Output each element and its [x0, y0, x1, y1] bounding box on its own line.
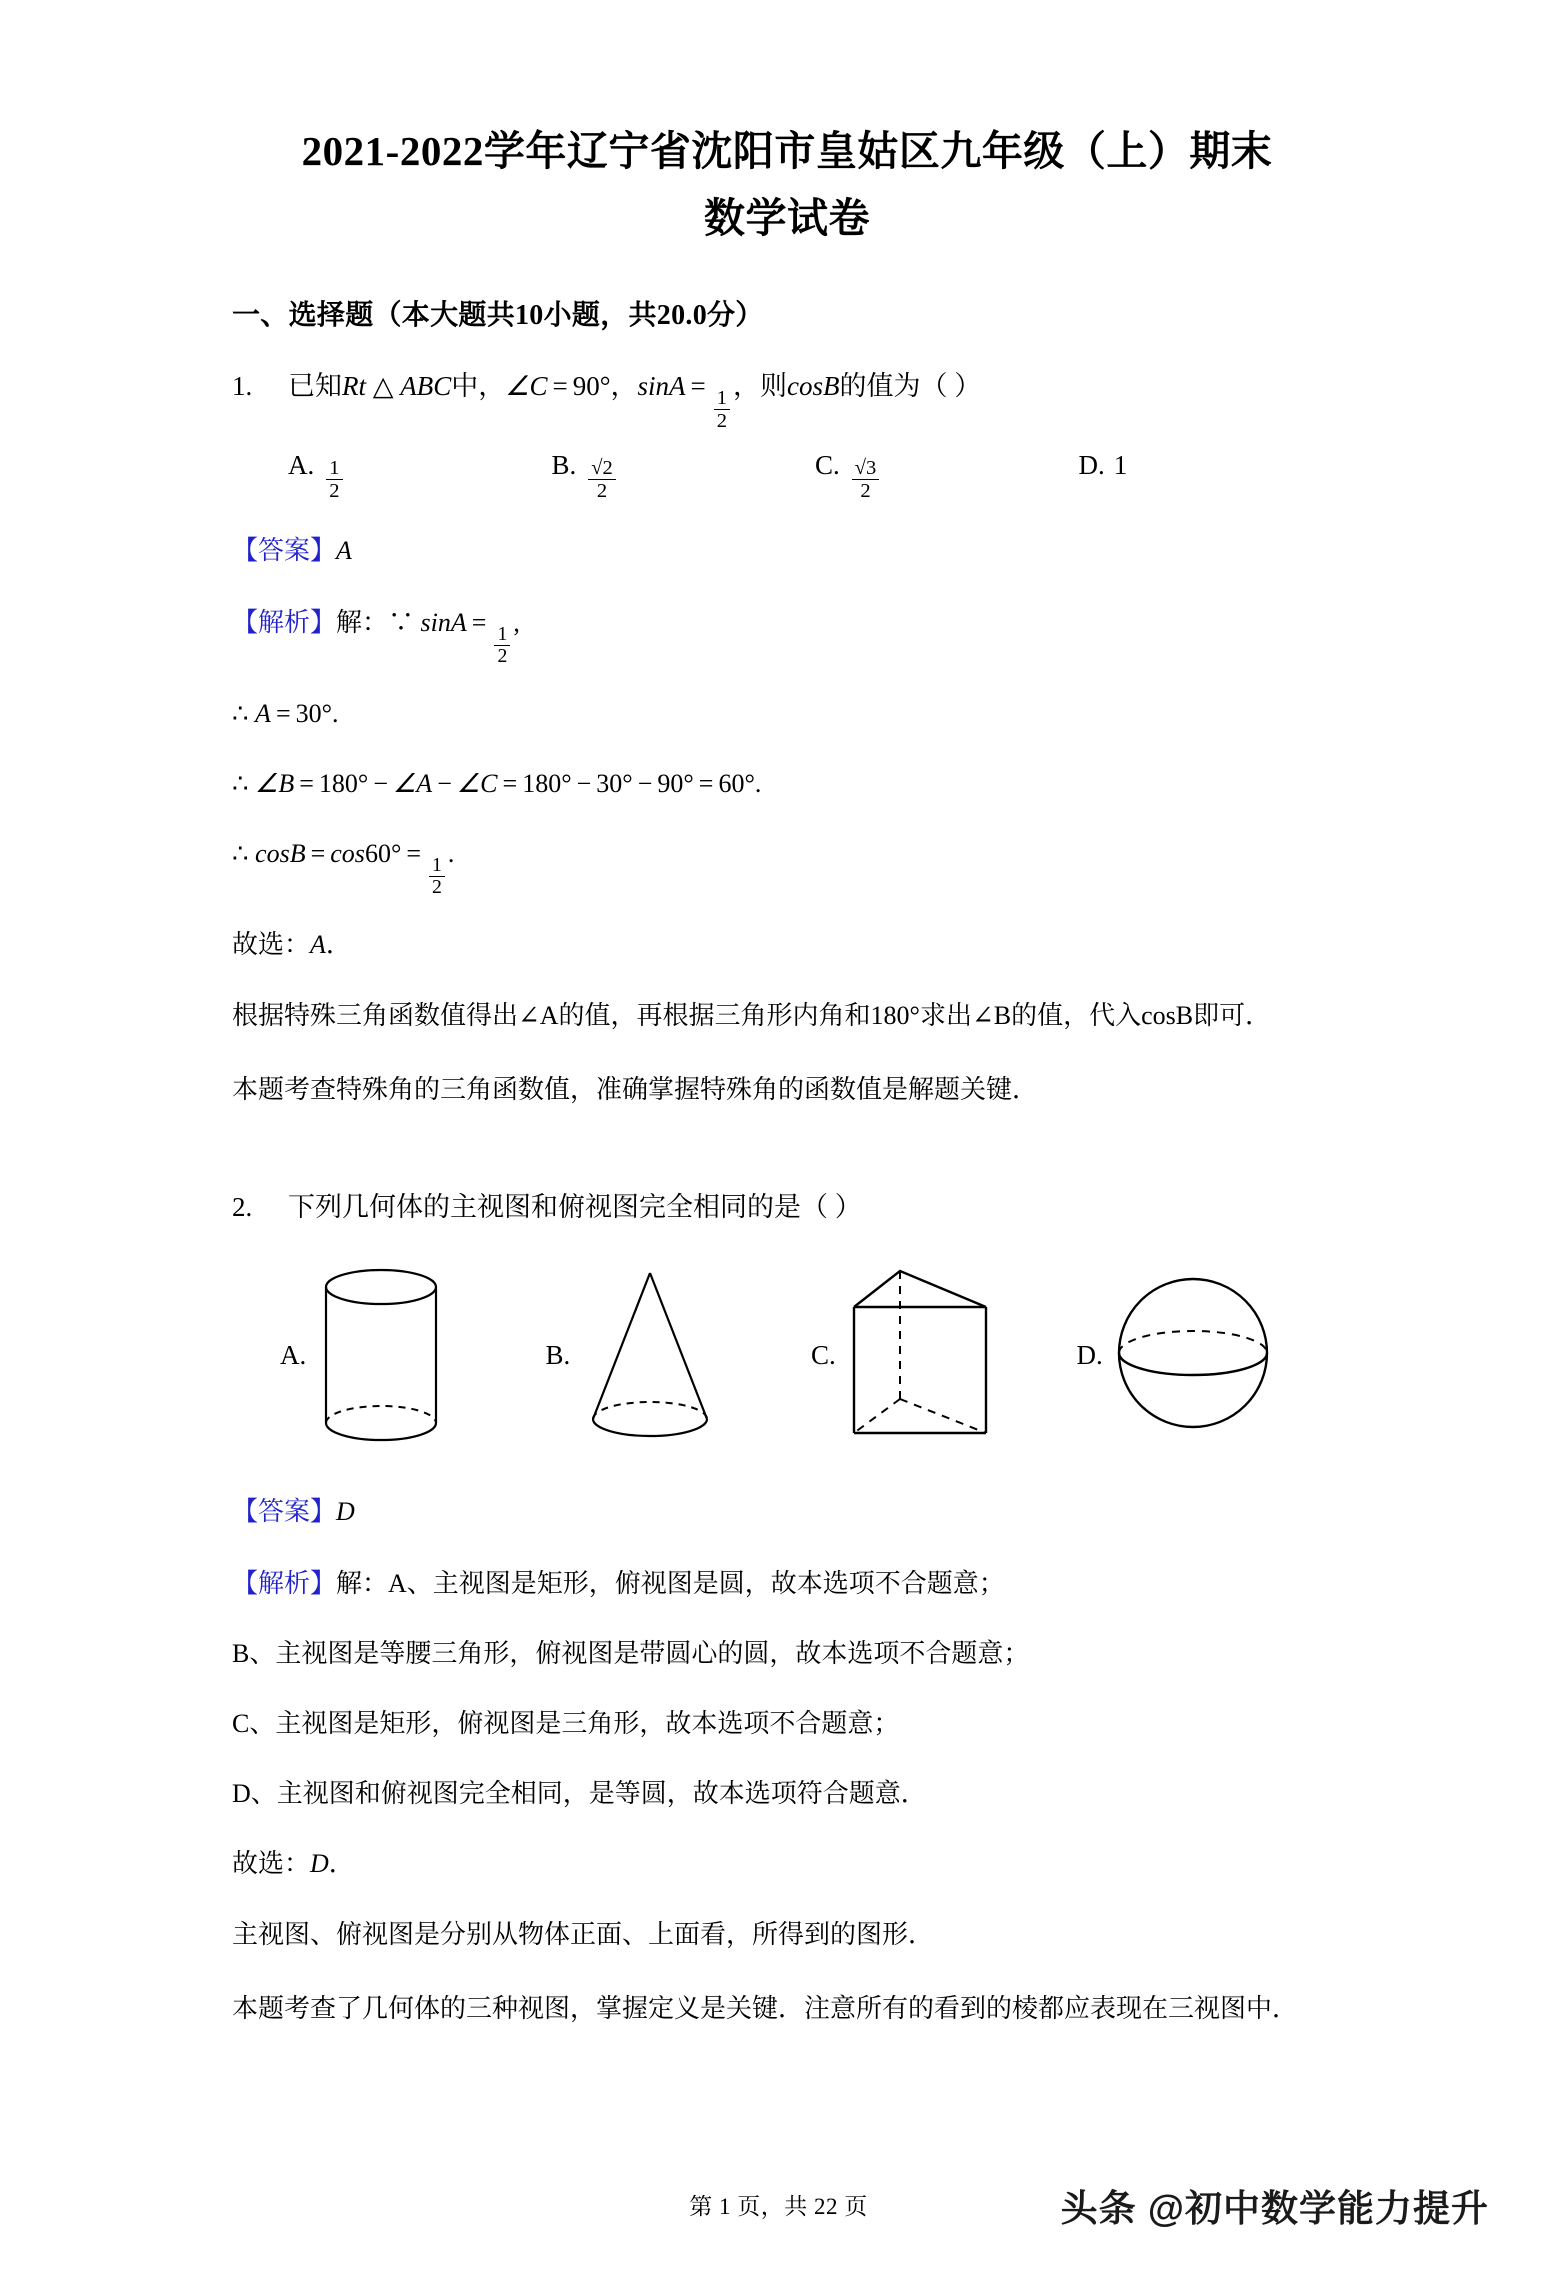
watermark: 头条 @初中数学能力提升 — [1060, 2188, 1489, 2229]
figure-option-d[interactable] — [1077, 1261, 1343, 1451]
q1-tail: 的值为（ ） — [839, 371, 982, 401]
option-c[interactable] — [815, 442, 1079, 502]
question-2-answer — [232, 1489, 1342, 1535]
option-c-label: C. — [815, 449, 840, 480]
analysis-intro: 解： — [336, 608, 389, 638]
sphere-icon — [1113, 1261, 1273, 1451]
option-b[interactable] — [552, 442, 816, 502]
q2-conclusion-answer: D — [310, 1849, 329, 1879]
figure-option-a[interactable] — [280, 1261, 546, 1451]
question-2-paragraph-2: 本题考查了几何体的三种视图，掌握定义是关键．注意所有的看到的棱都应表现在三视图中． — [232, 1994, 1299, 2024]
question-2-analysis-line-2: B、主视图是等腰三角形，俯视图是带圆心的圆，故本选项不合题意； — [232, 1639, 1030, 1669]
figure-option-c[interactable] — [811, 1261, 1077, 1451]
analysis-tag: 【解析】 — [232, 608, 337, 638]
q1-conclusion-answer: A — [310, 930, 326, 960]
cylinder-icon — [316, 1261, 446, 1451]
question-1-number: 1. — [232, 371, 253, 401]
question-1-answer — [232, 528, 1342, 574]
question-1-paragraph-2: 本题考查特殊角的三角函数值，准确掌握特殊角的函数值是解题关键． — [232, 1075, 1039, 1105]
figure-option-c-label: C. — [811, 1340, 836, 1371]
q1-equals-1: = — [552, 371, 568, 401]
option-d[interactable] — [1079, 442, 1343, 502]
option-b-denominator: 2 — [596, 480, 608, 503]
question-1-answer-value: A — [336, 536, 352, 566]
q1-deg90: 90° — [572, 371, 611, 401]
q2-conclusion-text: 故选： — [232, 1849, 311, 1879]
question-1-conclusion: 故选：A． — [232, 930, 352, 960]
q1-zhong: 中， — [451, 371, 506, 401]
figure-option-d-label: D. — [1076, 1340, 1103, 1371]
title-line-2: 数学试卷 — [704, 195, 870, 241]
option-d-value: 1 — [1113, 449, 1128, 480]
question-1-options — [232, 442, 1342, 502]
option-c-fraction — [852, 457, 880, 502]
q1-lead: 已知 — [288, 371, 342, 401]
question-2-number: 2. — [232, 1192, 253, 1223]
question-2-text: 下列几何体的主视图和俯视图完全相同的是（ ） — [288, 1192, 862, 1223]
q1-abc: ABC — [400, 371, 452, 401]
option-a-label: A. — [288, 449, 315, 480]
question-2-paragraph-1: 主视图、俯视图是分别从物体正面、上面看，所得到的图形． — [232, 1920, 935, 1950]
question-1 — [232, 363, 1342, 1116]
q1-fraction-denominator: 2 — [716, 409, 728, 432]
question-2-answer-value: D — [336, 1497, 355, 1527]
cone-icon — [580, 1261, 720, 1451]
option-b-numerator: √2 — [588, 457, 616, 480]
question-2-analysis-line-3: C、主视图是矩形，俯视图是三角形，故本选项不合题意； — [232, 1709, 900, 1739]
question-2 — [232, 1184, 1342, 2035]
figure-option-b-label: B. — [545, 1340, 571, 1371]
q1-sin-a: sinA — [637, 371, 686, 401]
page-title — [232, 0, 1342, 252]
question-2-figure-options — [232, 1248, 1342, 1463]
option-a-fraction — [326, 457, 342, 502]
q1-sol-comma: , — [513, 608, 520, 638]
question-1-solution-line-3: ∴ ∠B = 180° − ∠A − ∠C = 180° − 30° − 90° = 60°. — [232, 769, 762, 799]
q1-because-symbol: ∵ — [388, 608, 421, 638]
question-2-conclusion: 故选：D． — [232, 1849, 355, 1879]
option-a[interactable] — [288, 442, 552, 502]
page-number: 第 1 页，共 22 页 — [689, 2194, 868, 2219]
question-1-text — [288, 363, 1342, 432]
q1-triangle-symbol: △ — [372, 371, 394, 401]
question-1-analysis-start: 【解析】解：∵ sinA = $\frac{1}{2}$ , — [232, 608, 520, 667]
q1-fraction-numerator: 1 — [714, 387, 730, 410]
question-2-analysis-a: 解：A、主视图是矩形，俯视图是圆，故本选项不合题意； — [336, 1569, 1005, 1599]
question-1-stem — [232, 363, 1342, 432]
option-c-numerator: √3 — [852, 457, 880, 480]
q1-cos-b: cosB — [787, 371, 840, 401]
q1-result-fraction: $\frac{1}{2}$ — [429, 855, 445, 899]
option-b-label: B. — [551, 449, 577, 480]
section-heading: 一、选择题（本大题共10小题，共20.0分） — [232, 300, 764, 331]
figure-option-b[interactable] — [546, 1261, 812, 1451]
page-content — [232, 0, 1342, 2035]
answer-tag: 【答案】 — [232, 536, 337, 566]
answer-tag: 【答案】 — [232, 1497, 337, 1527]
q1-comma-2: ，则 — [733, 371, 788, 401]
option-b-fraction — [588, 457, 616, 502]
q1-rt: Rt — [342, 371, 366, 401]
question-2-analysis-line-1 — [232, 1561, 1342, 1607]
option-c-denominator: 2 — [860, 480, 871, 503]
option-a-denominator: 2 — [329, 480, 340, 503]
question-1-solution-line-2: ∴ A = 30°. — [232, 699, 339, 729]
option-a-numerator: 1 — [326, 457, 342, 480]
triangular-prism-icon — [846, 1261, 996, 1451]
q1-sol-fraction: $\frac{1}{2}$ — [494, 624, 510, 668]
figure-option-a-label: A. — [280, 1340, 307, 1371]
q1-sol-sina: sinA — [420, 608, 467, 638]
question-2-analysis-line-4: D、主视图和俯视图完全相同，是等圆，故本选项符合题意． — [232, 1779, 927, 1809]
option-d-label: D. — [1078, 449, 1105, 480]
question-1-solution-line-4: ∴ cosB = cos60° = $\frac{1}{2}$ . — [232, 839, 455, 898]
page-footer — [0, 2178, 1557, 2248]
q1-comma-1: ， — [610, 371, 638, 401]
question-1-paragraph-1: 根据特殊三角函数值得出∠A的值，再根据三角形内角和180°求出∠B的值，代入cosB即可． — [232, 1001, 1272, 1031]
q1-equals-2: = — [690, 371, 706, 401]
title-line-1: 2021-2022学年辽宁省沈阳市皇姑区九年级（上）期末 — [301, 128, 1273, 174]
analysis-tag: 【解析】 — [232, 1569, 337, 1599]
q1-angle-c: ∠C — [505, 371, 548, 401]
question-2-stem — [232, 1184, 1342, 1230]
q1-conclusion-text: 故选： — [232, 930, 311, 960]
q1-fraction-one-half — [714, 387, 730, 432]
